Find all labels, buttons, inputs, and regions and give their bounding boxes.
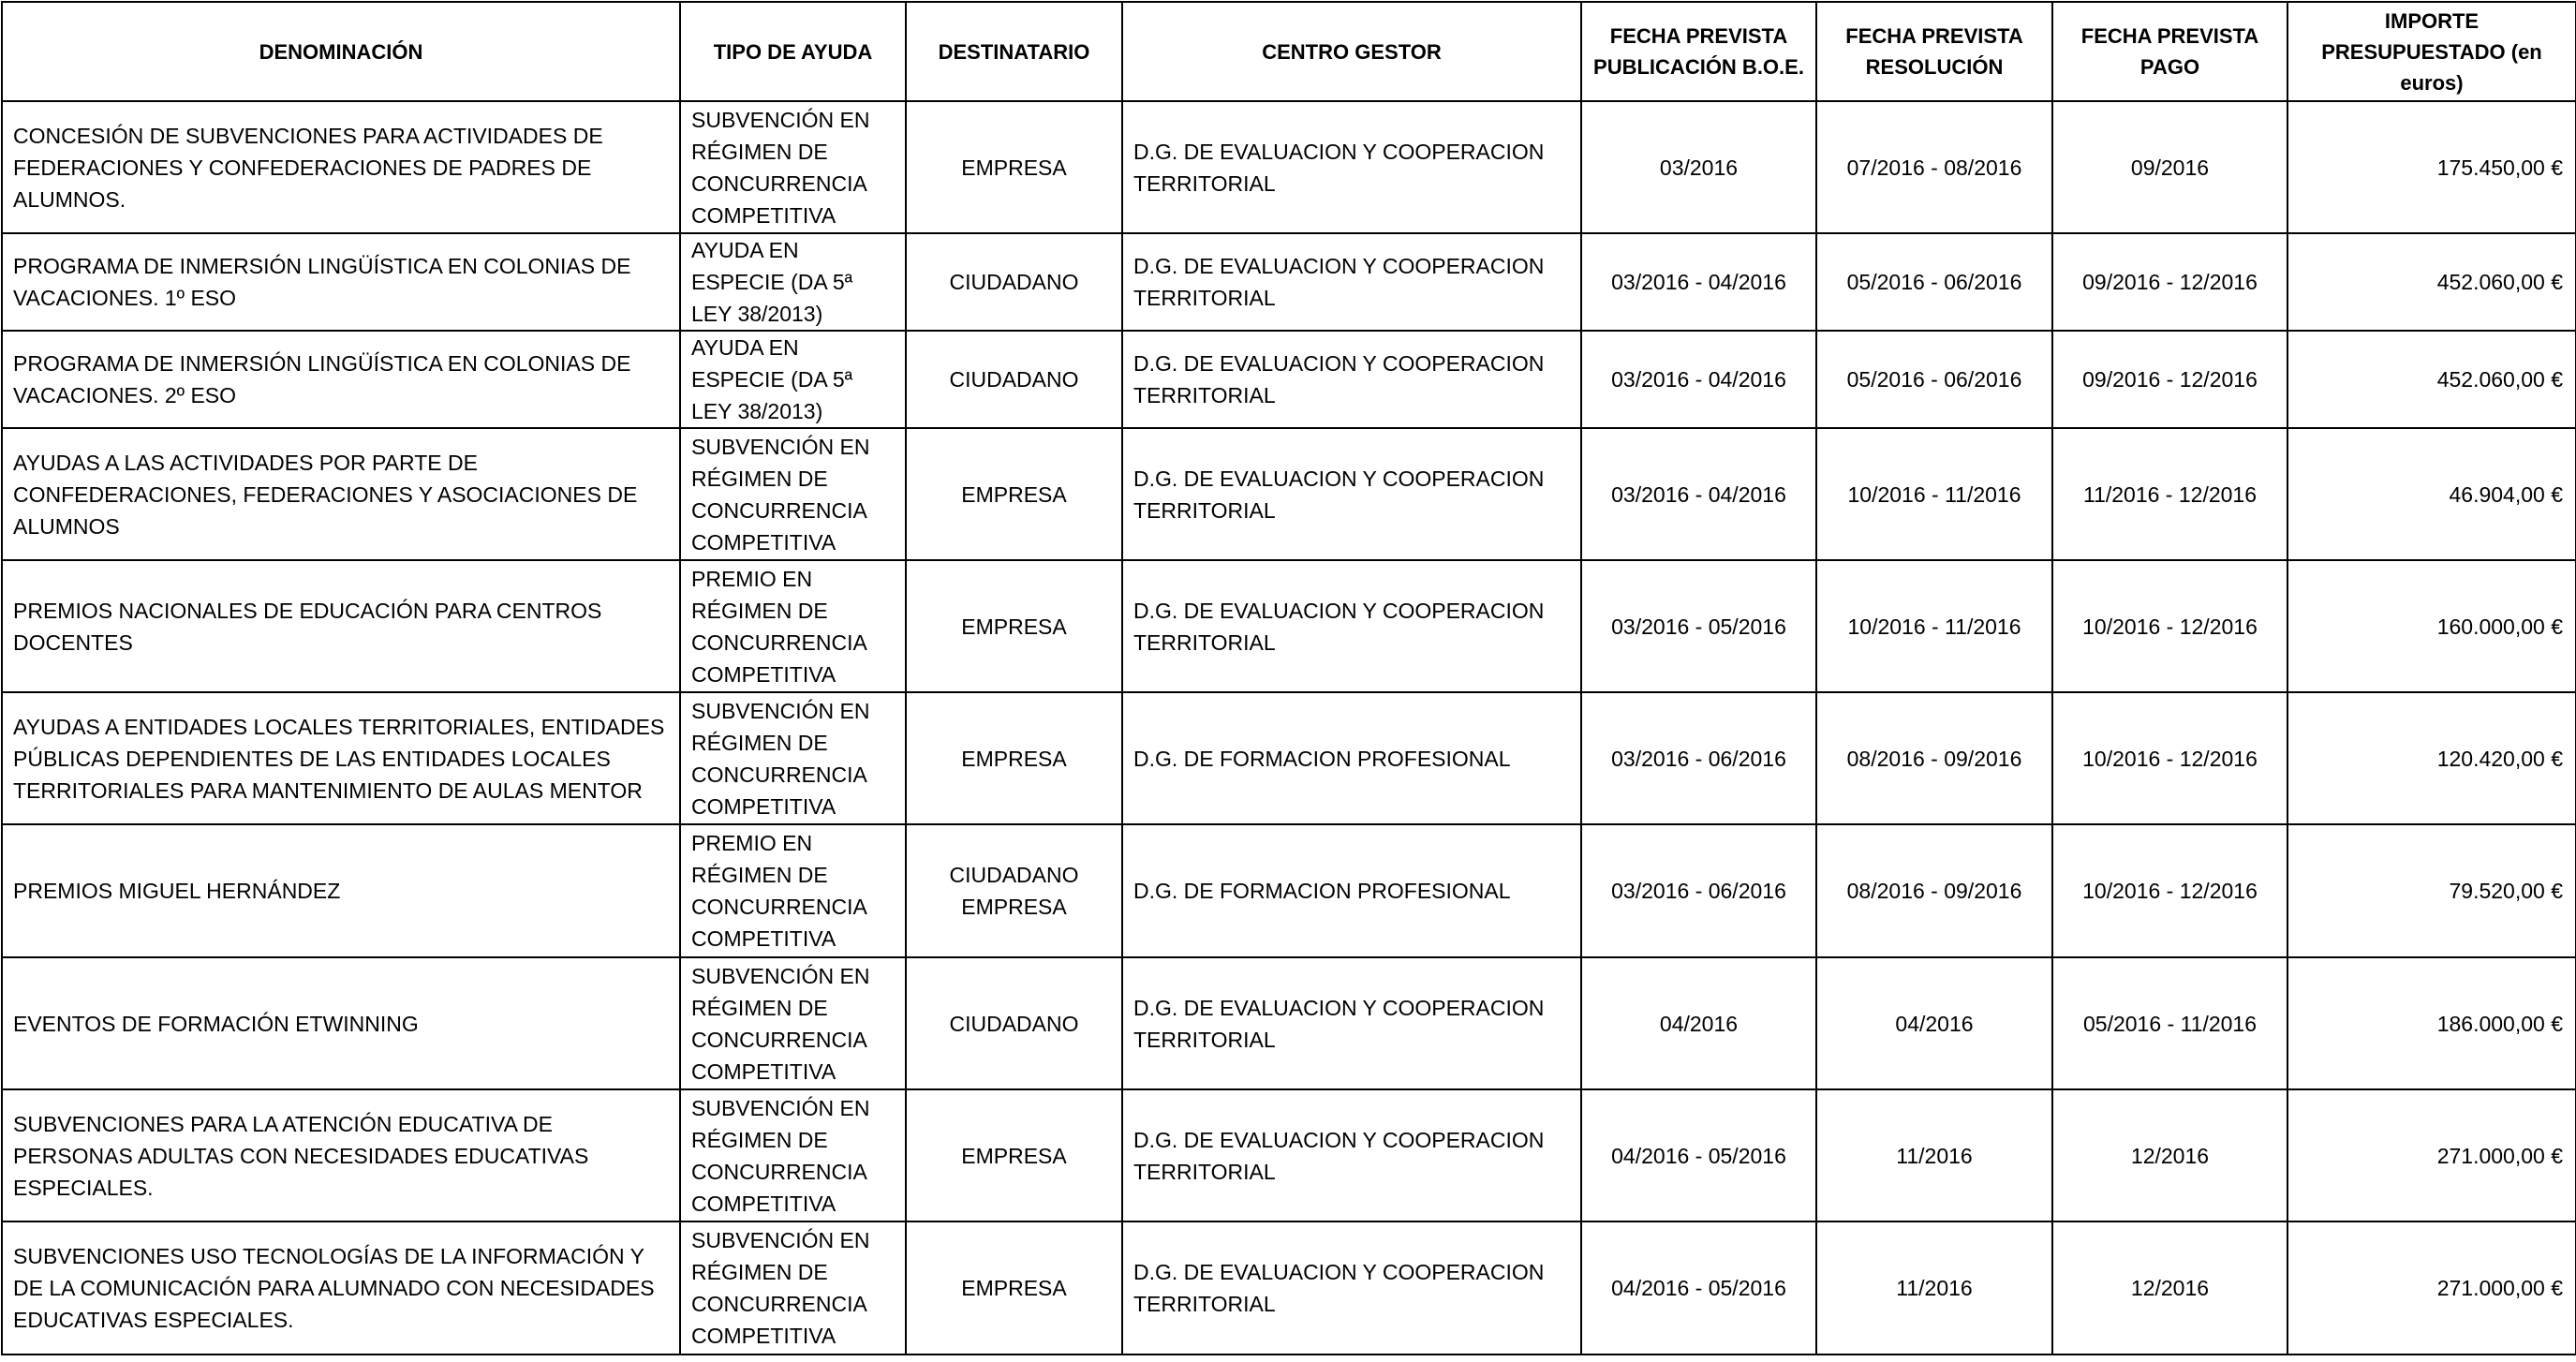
cell-fecha-pago: 12/2016 — [2052, 1089, 2287, 1221]
cell-tipo-ayuda: SUBVENCIÓN EN RÉGIMEN DE CONCURRENCIA COMPETITIVA — [680, 428, 906, 560]
cell-importe: 271.000,00 € — [2287, 1089, 2576, 1221]
cell-denominacion: AYUDAS A LAS ACTIVIDADES POR PARTE DE CONFEDERACIONES, FEDERACIONES Y ASOCIACIONES DE ALUMNOS — [2, 428, 680, 560]
cell-fecha-pago: 10/2016 - 12/2016 — [2052, 824, 2287, 957]
cell-tipo-ayuda: SUBVENCIÓN EN RÉGIMEN DE CONCURRENCIA COMPETITIVA — [680, 101, 906, 233]
cell-fecha-boe: 03/2016 - 04/2016 — [1581, 331, 1816, 428]
cell-centro-gestor: D.G. DE EVALUACION Y COOPERACION TERRITORIAL — [1122, 957, 1581, 1089]
cell-destinatario: EMPRESA — [906, 560, 1122, 692]
cell-destinatario: CIUDADANO — [906, 957, 1122, 1089]
cell-centro-gestor: D.G. DE EVALUACION Y COOPERACION TERRITORIAL — [1122, 560, 1581, 692]
cell-centro-gestor: D.G. DE FORMACION PROFESIONAL — [1122, 692, 1581, 824]
cell-importe: 46.904,00 € — [2287, 428, 2576, 560]
cell-tipo-ayuda: AYUDA EN ESPECIE (DA 5ª LEY 38/2013) — [680, 233, 906, 331]
cell-fecha-resolucion: 05/2016 - 06/2016 — [1816, 331, 2052, 428]
cell-tipo-ayuda: PREMIO EN RÉGIMEN DE CONCURRENCIA COMPETITIVA — [680, 560, 906, 692]
cell-fecha-pago: 10/2016 - 12/2016 — [2052, 560, 2287, 692]
cell-destinatario: CIUDADANO EMPRESA — [906, 824, 1122, 957]
subsidies-table — [1, 1, 2576, 1355]
cell-fecha-resolucion: 11/2016 — [1816, 1089, 2052, 1221]
cell-importe: 452.060,00 € — [2287, 331, 2576, 428]
table-row — [2, 692, 2576, 824]
cell-centro-gestor: D.G. DE EVALUACION Y COOPERACION TERRITORIAL — [1122, 428, 1581, 560]
cell-centro-gestor: D.G. DE EVALUACION Y COOPERACION TERRITORIAL — [1122, 331, 1581, 428]
cell-fecha-boe: 03/2016 - 06/2016 — [1581, 692, 1816, 824]
cell-fecha-boe: 03/2016 - 04/2016 — [1581, 428, 1816, 560]
cell-centro-gestor: D.G. DE FORMACION PROFESIONAL — [1122, 824, 1581, 957]
cell-fecha-pago: 05/2016 - 11/2016 — [2052, 957, 2287, 1089]
cell-centro-gestor: D.G. DE EVALUACION Y COOPERACION TERRITORIAL — [1122, 1089, 1581, 1221]
cell-fecha-pago: 12/2016 — [2052, 1221, 2287, 1355]
cell-denominacion: EVENTOS DE FORMACIÓN ETWINNING — [2, 957, 680, 1089]
cell-centro-gestor: D.G. DE EVALUACION Y COOPERACION TERRITORIAL — [1122, 233, 1581, 331]
cell-centro-gestor: D.G. DE EVALUACION Y COOPERACION TERRITORIAL — [1122, 1221, 1581, 1355]
cell-fecha-resolucion: 04/2016 — [1816, 957, 2052, 1089]
cell-fecha-boe: 04/2016 - 05/2016 — [1581, 1089, 1816, 1221]
cell-fecha-pago: 10/2016 - 12/2016 — [2052, 692, 2287, 824]
cell-denominacion: PREMIOS NACIONALES DE EDUCACIÓN PARA CENTROS DOCENTES — [2, 560, 680, 692]
cell-denominacion: AYUDAS A ENTIDADES LOCALES TERRITORIALES, ENTIDADES PÚBLICAS DEPENDIENTES DE LAS ENTIDADES LOCALES TERRITORIALES PARA MANTENIMIENTO DE AULAS MENTOR — [2, 692, 680, 824]
cell-importe: 186.000,00 € — [2287, 957, 2576, 1089]
cell-centro-gestor: D.G. DE EVALUACION Y COOPERACION TERRITORIAL — [1122, 101, 1581, 233]
cell-destinatario: EMPRESA — [906, 1089, 1122, 1221]
table-row — [2, 233, 2576, 331]
cell-importe: 160.000,00 € — [2287, 560, 2576, 692]
cell-fecha-pago: 09/2016 — [2052, 101, 2287, 233]
cell-tipo-ayuda: PREMIO EN RÉGIMEN DE CONCURRENCIA COMPETITIVA — [680, 824, 906, 957]
cell-importe: 120.420,00 € — [2287, 692, 2576, 824]
table-row — [2, 1221, 2576, 1355]
table-row — [2, 1089, 2576, 1221]
table-row — [2, 957, 2576, 1089]
table-row — [2, 331, 2576, 428]
header-fecha-boe: FECHA PREVISTA PUBLICACIÓN B.O.E. — [1581, 2, 1816, 101]
cell-importe: 175.450,00 € — [2287, 101, 2576, 233]
cell-fecha-pago: 11/2016 - 12/2016 — [2052, 428, 2287, 560]
cell-destinatario: CIUDADANO — [906, 233, 1122, 331]
cell-fecha-resolucion: 08/2016 - 09/2016 — [1816, 692, 2052, 824]
cell-denominacion: PREMIOS MIGUEL HERNÁNDEZ — [2, 824, 680, 957]
cell-fecha-boe: 03/2016 - 05/2016 — [1581, 560, 1816, 692]
header-row — [2, 2, 2576, 101]
cell-denominacion: SUBVENCIONES PARA LA ATENCIÓN EDUCATIVA DE PERSONAS ADULTAS CON NECESIDADES EDUCATIVAS ESPECIALES. — [2, 1089, 680, 1221]
cell-denominacion: CONCESIÓN DE SUBVENCIONES PARA ACTIVIDADES DE FEDERACIONES Y CONFEDERACIONES DE PADRES DE ALUMNOS. — [2, 101, 680, 233]
cell-tipo-ayuda: SUBVENCIÓN EN RÉGIMEN DE CONCURRENCIA COMPETITIVA — [680, 957, 906, 1089]
cell-fecha-boe: 03/2016 - 04/2016 — [1581, 233, 1816, 331]
header-denominacion: DENOMINACIÓN — [2, 2, 680, 101]
cell-denominacion: SUBVENCIONES USO TECNOLOGÍAS DE LA INFORMACIÓN Y DE LA COMUNICACIÓN PARA ALUMNADO CON NECESIDADES EDUCATIVAS ESPECIALES. — [2, 1221, 680, 1355]
cell-importe: 79.520,00 € — [2287, 824, 2576, 957]
cell-fecha-resolucion: 11/2016 — [1816, 1221, 2052, 1355]
cell-fecha-resolucion: 08/2016 - 09/2016 — [1816, 824, 2052, 957]
cell-fecha-resolucion: 07/2016 - 08/2016 — [1816, 101, 2052, 233]
table-row — [2, 101, 2576, 233]
cell-fecha-pago: 09/2016 - 12/2016 — [2052, 331, 2287, 428]
cell-denominacion: PROGRAMA DE INMERSIÓN LINGÜÍSTICA EN COLONIAS DE VACACIONES. 2º ESO — [2, 331, 680, 428]
cell-importe: 452.060,00 € — [2287, 233, 2576, 331]
cell-fecha-resolucion: 05/2016 - 06/2016 — [1816, 233, 2052, 331]
cell-destinatario: EMPRESA — [906, 428, 1122, 560]
cell-denominacion: PROGRAMA DE INMERSIÓN LINGÜÍSTICA EN COLONIAS DE VACACIONES. 1º ESO — [2, 233, 680, 331]
header-fecha-pago: FECHA PREVISTA PAGO — [2052, 2, 2287, 101]
header-centro-gestor: CENTRO GESTOR — [1122, 2, 1581, 101]
header-destinatario: DESTINATARIO — [906, 2, 1122, 101]
cell-fecha-boe: 04/2016 — [1581, 957, 1816, 1089]
table-row — [2, 560, 2576, 692]
cell-tipo-ayuda: SUBVENCIÓN EN RÉGIMEN DE CONCURRENCIA COMPETITIVA — [680, 1089, 906, 1221]
header-tipo-ayuda: TIPO DE AYUDA — [680, 2, 906, 101]
table-row — [2, 824, 2576, 957]
cell-tipo-ayuda: AYUDA EN ESPECIE (DA 5ª LEY 38/2013) — [680, 331, 906, 428]
cell-tipo-ayuda: SUBVENCIÓN EN RÉGIMEN DE CONCURRENCIA COMPETITIVA — [680, 692, 906, 824]
cell-destinatario: EMPRESA — [906, 101, 1122, 233]
cell-tipo-ayuda: SUBVENCIÓN EN RÉGIMEN DE CONCURRENCIA COMPETITIVA — [680, 1221, 906, 1355]
cell-fecha-pago: 09/2016 - 12/2016 — [2052, 233, 2287, 331]
cell-fecha-boe: 04/2016 - 05/2016 — [1581, 1221, 1816, 1355]
cell-importe: 271.000,00 € — [2287, 1221, 2576, 1355]
cell-fecha-resolucion: 10/2016 - 11/2016 — [1816, 560, 2052, 692]
header-importe: IMPORTE PRESUPUESTADO (en euros) — [2287, 2, 2576, 101]
cell-fecha-boe: 03/2016 - 06/2016 — [1581, 824, 1816, 957]
cell-destinatario: EMPRESA — [906, 692, 1122, 824]
cell-fecha-boe: 03/2016 — [1581, 101, 1816, 233]
table-row — [2, 428, 2576, 560]
header-fecha-resolucion: FECHA PREVISTA RESOLUCIÓN — [1816, 2, 2052, 101]
cell-destinatario: EMPRESA — [906, 1221, 1122, 1355]
cell-destinatario: CIUDADANO — [906, 331, 1122, 428]
cell-fecha-resolucion: 10/2016 - 11/2016 — [1816, 428, 2052, 560]
